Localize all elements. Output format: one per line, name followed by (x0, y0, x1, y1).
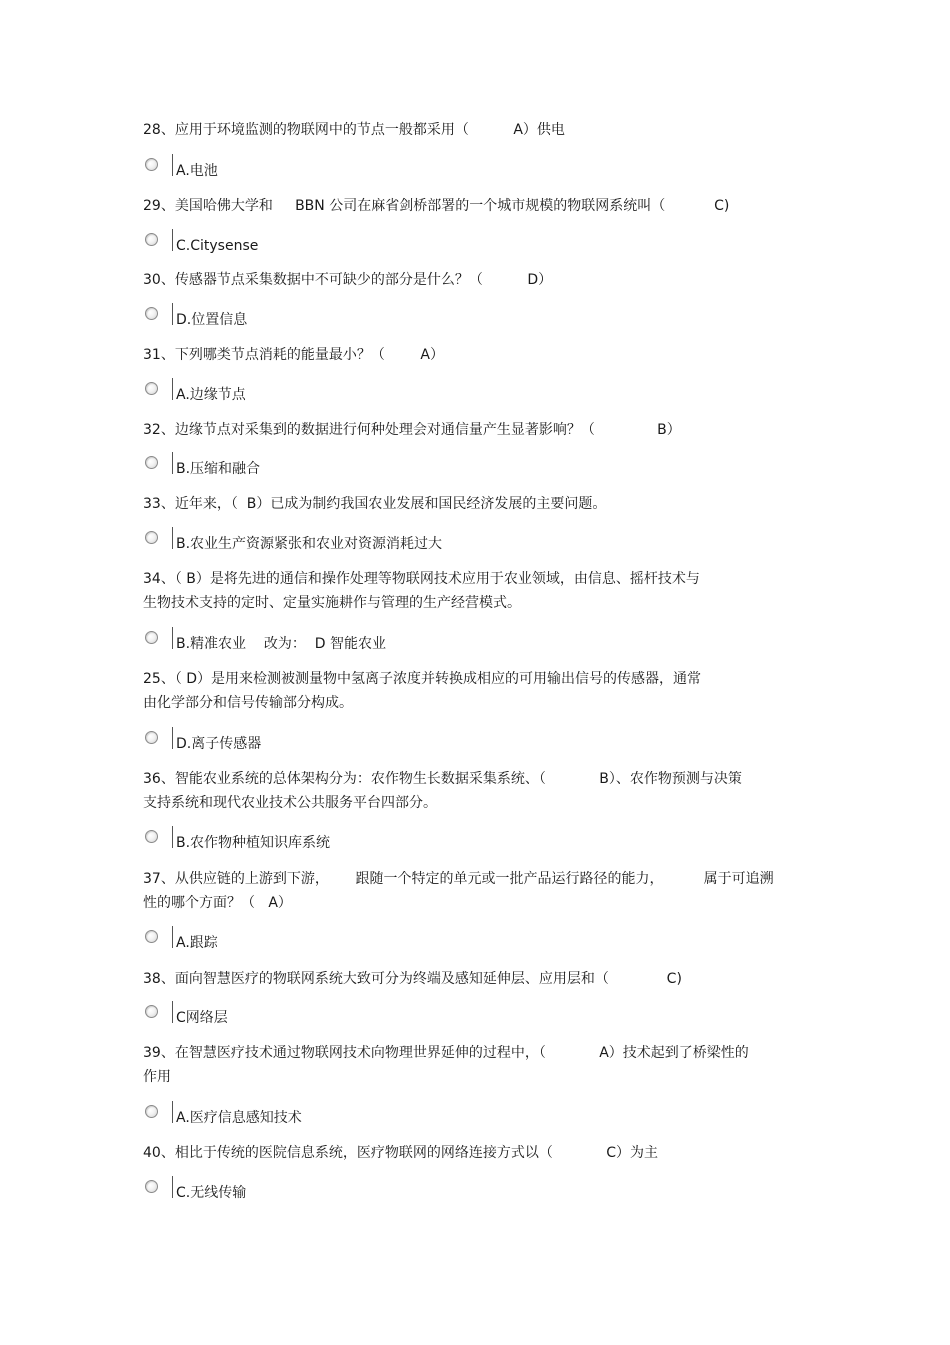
option-divider (172, 926, 173, 948)
question-text-line-2: 作用 (143, 1069, 171, 1085)
option-divider (172, 527, 173, 549)
radio-button[interactable] (145, 307, 158, 320)
answer-label: A.医疗信息感知技术 (176, 1110, 302, 1126)
answer-option-30[interactable] (143, 307, 543, 333)
question-text-line-1: 37、从供应链的上游到下游， 跟随一个特定的单元或一批产品运行路径的能力， 属于可追溯 (143, 871, 774, 887)
question-text-line-1: 36、智能农业系统的总体架构分为：农作物生长数据采集系统、（ B）、农作物预测与决策 (143, 771, 742, 787)
answer-option-36[interactable] (143, 830, 543, 856)
answer-option-39[interactable] (143, 1105, 543, 1131)
question-text: 40、相比于传统的医院信息系统，医疗物联网的网络连接方式以（ C）为主 (143, 1145, 658, 1161)
radio-button[interactable] (145, 382, 158, 395)
answer-label: A.电池 (176, 163, 218, 179)
question-text: 33、近年来，（ B）已成为制约我国农业发展和国民经济发展的主要问题。 (143, 496, 607, 512)
option-divider (172, 1101, 173, 1123)
question-text-line-2: 性的哪个方面？（ A） (143, 895, 292, 911)
answer-label: B.农作物种植知识库系统 (176, 835, 331, 851)
question-text-line-1: 39、在智慧医疗技术通过物联网技术向物理世界延伸的过程中，（ A）技术起到了桥梁性的 (143, 1045, 749, 1061)
answer-option-25[interactable] (143, 731, 543, 757)
question-39 (143, 1041, 813, 1089)
question-34 (143, 567, 813, 615)
question-40 (143, 1141, 813, 1165)
radio-button[interactable] (145, 631, 158, 644)
radio-button[interactable] (145, 233, 158, 246)
answer-label: B.压缩和融合 (176, 461, 261, 477)
question-text: 28、应用于环境监测的物联网中的节点一般都采用（ A）供电 (143, 122, 565, 138)
question-25 (143, 667, 813, 715)
radio-button[interactable] (145, 456, 158, 469)
question-29 (143, 194, 813, 218)
answer-option-34[interactable] (143, 631, 543, 657)
answer-option-32[interactable] (143, 456, 543, 482)
answer-label: D.离子传感器 (176, 736, 262, 752)
question-33 (143, 492, 813, 516)
radio-button[interactable] (145, 1180, 158, 1193)
answer-option-33[interactable] (143, 531, 543, 557)
radio-button[interactable] (145, 1005, 158, 1018)
question-text-line-1: 25、（ D）是用来检测被测量物中氢离子浓度并转换成相应的可用输出信号的传感器，通常 (143, 671, 702, 687)
answer-label: A.跟踪 (176, 935, 218, 951)
question-37 (143, 867, 813, 915)
option-divider (172, 627, 173, 649)
question-text: 38、面向智慧医疗的物联网系统大致可分为终端及感知延伸层、应用层和（ C) (143, 971, 682, 987)
radio-button[interactable] (145, 1105, 158, 1118)
question-text-line-2: 由化学部分和信号传输部分构成。 (143, 695, 353, 711)
question-31 (143, 343, 813, 367)
option-divider (172, 1001, 173, 1023)
question-32 (143, 418, 813, 442)
option-divider (172, 229, 173, 251)
answer-option-38[interactable] (143, 1005, 543, 1031)
answer-option-28[interactable] (143, 158, 543, 184)
question-38 (143, 967, 813, 991)
question-text-line-2: 生物技术支持的定时、定量实施耕作与管理的生产经营模式。 (143, 595, 521, 611)
question-36 (143, 767, 813, 815)
answer-label: A.边缘节点 (176, 387, 246, 403)
question-text: 31、下列哪类节点消耗的能量最小？（ A） (143, 347, 444, 363)
answer-option-40[interactable] (143, 1180, 543, 1206)
answer-option-37[interactable] (143, 930, 543, 956)
option-divider (172, 303, 173, 325)
answer-label: C.无线传输 (176, 1185, 247, 1201)
question-30 (143, 268, 813, 292)
radio-button[interactable] (145, 830, 158, 843)
answer-label: B.精准农业 改为： D 智能农业 (176, 636, 386, 652)
option-divider (172, 452, 173, 474)
question-text: 32、边缘节点对采集到的数据进行何种处理会对通信量产生显著影响？（ B） (143, 422, 681, 438)
radio-button[interactable] (145, 158, 158, 171)
question-text: 29、美国哈佛大学和 BBN 公司在麻省剑桥部署的一个城市规模的物联网系统叫（ C) (143, 198, 730, 214)
answer-label: C网络层 (176, 1010, 228, 1026)
option-divider (172, 378, 173, 400)
option-divider (172, 154, 173, 176)
question-text: 30、传感器节点采集数据中不可缺少的部分是什么？（ D） (143, 272, 553, 288)
answer-option-29[interactable] (143, 233, 543, 259)
answer-label: D.位置信息 (176, 312, 248, 328)
radio-button[interactable] (145, 731, 158, 744)
answer-option-31[interactable] (143, 382, 543, 408)
option-divider (172, 727, 173, 749)
option-divider (172, 826, 173, 848)
question-28 (143, 118, 813, 142)
answer-label: C.Citysense (176, 238, 259, 254)
radio-button[interactable] (145, 930, 158, 943)
question-text-line-2: 支持系统和现代农业技术公共服务平台四部分。 (143, 795, 437, 811)
radio-button[interactable] (145, 531, 158, 544)
option-divider (172, 1176, 173, 1198)
question-text-line-1: 34、（ B）是将先进的通信和操作处理等物联网技术应用于农业领域，由信息、摇杆技术与 (143, 571, 700, 587)
answer-label: B.农业生产资源紧张和农业对资源消耗过大 (176, 536, 443, 552)
